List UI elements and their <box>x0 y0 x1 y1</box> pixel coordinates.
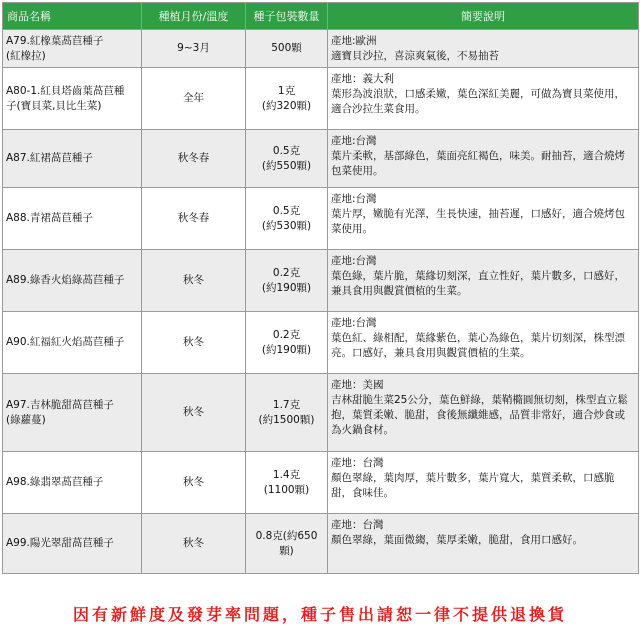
table-row <box>3 68 639 130</box>
product-name-line1: A99.陽光翠甜萵苣種子 <box>6 537 114 549</box>
table-row <box>3 514 639 574</box>
product-name-cell <box>3 130 142 188</box>
product-name-line1: A90.紅福紅火焰萵苣種子 <box>6 336 125 348</box>
package-quantity-line1: 1克 <box>277 84 296 97</box>
description-text: 適寶貝沙拉，喜涼爽氣後，不易抽苔 <box>331 50 499 62</box>
package-quantity-line1: 0.5克 <box>272 144 301 157</box>
table-row <box>3 374 639 452</box>
package-quantity-cell <box>246 452 328 514</box>
package-quantity-line1: 500顆 <box>271 42 302 54</box>
package-quantity-line1: 0.2克 <box>272 328 301 341</box>
origin-text: 產地:歐洲 <box>331 35 377 47</box>
product-name-line1: A89.綠香火焰綠萵苣種子 <box>6 274 125 286</box>
header-package-quantity: 種子包裝數量 <box>246 3 328 30</box>
product-name-line1: A88.青裙萵苣種子 <box>6 212 93 224</box>
product-name-cell <box>3 514 142 574</box>
description-text: 葉色紅、綠相配，葉緣紫色，葉心為綠色，葉片切刻深，株型漂亮。口感好，兼具食用與觀賞價植的生菜。 <box>331 332 625 359</box>
product-name-cell <box>3 250 142 312</box>
origin-text: 產地:台灣 <box>331 193 377 205</box>
description-text: 葉片厚，嫩脆有光澤，生長快速，抽苔遲，口感好，適合燒烤包菜使用。 <box>331 208 625 235</box>
planting-month-cell: 秋冬春 <box>142 130 246 188</box>
description-cell <box>328 188 639 250</box>
package-quantity-cell <box>246 514 328 574</box>
product-name-line2: (綠蘿蔓) <box>6 413 46 426</box>
package-quantity-cell <box>246 312 328 374</box>
package-quantity-line2: (1100顆) <box>263 483 310 496</box>
product-name-line1: A80-1.紅貝塔齒葉萵苣種 <box>6 84 125 97</box>
package-quantity-cell <box>246 68 328 130</box>
planting-month-cell: 秋冬 <box>142 250 246 312</box>
table-row <box>3 188 639 250</box>
planting-month-cell: 全年 <box>142 68 246 130</box>
product-name-cell <box>3 452 142 514</box>
product-name-cell <box>3 30 142 68</box>
table-header-row <box>3 3 639 30</box>
product-name-cell <box>3 312 142 374</box>
product-name-line1: A87.紅裙萵苣種子 <box>6 152 93 164</box>
package-quantity-line2: (約190顆) <box>261 281 312 294</box>
planting-month-cell: 秋冬春 <box>142 188 246 250</box>
product-name-line1: A79.紅橡葉萵苣種子 <box>6 34 104 47</box>
description-cell <box>328 250 639 312</box>
description-text: 葉片柔軟，基部綠色，葉面亮紅褐色，味美。耐抽苔，適合燒烤包菜使用。 <box>331 150 625 177</box>
origin-text: 產地:台灣 <box>331 255 377 267</box>
origin-text: 產地：台灣 <box>331 457 384 469</box>
return-policy-notice: 因有新鮮度及發芽率問題，種子售出請恕一律不提供退換貨 <box>72 605 567 624</box>
description-cell <box>328 30 639 68</box>
description-text: 顏色翠綠，葉肉厚，葉片數多，葉片寬大，葉質柔軟，口感脆甜，食味佳。 <box>331 472 615 499</box>
origin-text: 產地:台灣 <box>331 317 377 329</box>
origin-text: 產地：台灣 <box>331 519 384 531</box>
table-row <box>3 250 639 312</box>
description-cell <box>328 514 639 574</box>
planting-month-cell: 秋冬 <box>142 374 246 452</box>
package-quantity-line1: 1.4克 <box>272 468 301 481</box>
package-quantity-line1: 0.2克 <box>272 266 301 279</box>
package-quantity-line2: (約550顆) <box>261 159 312 172</box>
description-text: 葉色綠，葉片脆，葉緣切刻深，直立性好，葉片數多，口感好，兼具食用與觀賞價植的生菜。 <box>331 270 625 297</box>
planting-month-cell: 秋冬 <box>142 312 246 374</box>
origin-text: 產地：義大利 <box>331 73 394 85</box>
description-cell <box>328 68 639 130</box>
origin-text: 產地：美國 <box>331 379 384 391</box>
table-row <box>3 312 639 374</box>
product-name-line1: A98.綠翡翠萵苣種子 <box>6 476 104 488</box>
product-name-cell <box>3 188 142 250</box>
package-quantity-line2: (約530顆) <box>261 219 312 232</box>
description-text: 葉形為波浪狀，口感柔嫩，葉色深紅美麗，可做為寶貝菜使用，適合沙拉生菜食用。 <box>331 88 625 115</box>
product-name-cell <box>3 68 142 130</box>
planting-month-cell: 秋冬 <box>142 514 246 574</box>
description-cell <box>328 312 639 374</box>
product-name-line2: 子(寶貝菜,貝比生菜) <box>6 99 102 112</box>
table-row <box>3 30 639 68</box>
package-quantity-cell <box>246 250 328 312</box>
seed-product-table <box>2 2 639 574</box>
product-name-cell <box>3 374 142 452</box>
table-row <box>3 452 639 514</box>
description-text: 吉林甜脆生菜25公分，葉色鮮綠，葉鞘橢圓無切刻，株型直立鬆抱，葉質柔嫩、脆甜，食後無纖維感，品質非常好，適合炒食或為火鍋食材。 <box>331 394 628 436</box>
planting-month-cell: 9~3月 <box>142 30 246 68</box>
table-row <box>3 130 639 188</box>
package-quantity-line2: (約320顆) <box>261 99 312 112</box>
origin-text: 產地:台灣 <box>331 135 377 147</box>
package-quantity-line1: 1.7克 <box>272 398 301 411</box>
package-quantity-cell <box>246 188 328 250</box>
header-planting-month: 種植月份/溫度 <box>142 3 246 30</box>
description-cell <box>328 374 639 452</box>
description-cell <box>328 130 639 188</box>
package-quantity-cell <box>246 374 328 452</box>
product-name-line2: (紅橡拉) <box>6 49 46 62</box>
package-quantity-line2: (約190顆) <box>261 343 312 356</box>
package-quantity-line1: 0.5克 <box>272 204 301 217</box>
package-quantity-cell <box>246 30 328 68</box>
product-name-line1: A97.吉林脆甜萵苣種子 <box>6 398 114 411</box>
package-quantity-cell <box>246 130 328 188</box>
description-text: 顏色翠綠，葉面微縐，葉厚柔嫩，脆甜，食用口感好。 <box>331 534 583 546</box>
package-quantity-line2: (約1500顆) <box>258 413 315 426</box>
header-product-name: 商品名稱 <box>3 3 142 30</box>
planting-month-cell: 秋冬 <box>142 452 246 514</box>
description-cell <box>328 452 639 514</box>
header-description: 簡要說明 <box>328 3 639 30</box>
package-quantity-line1: 0.8克(約650顆) <box>255 529 318 557</box>
